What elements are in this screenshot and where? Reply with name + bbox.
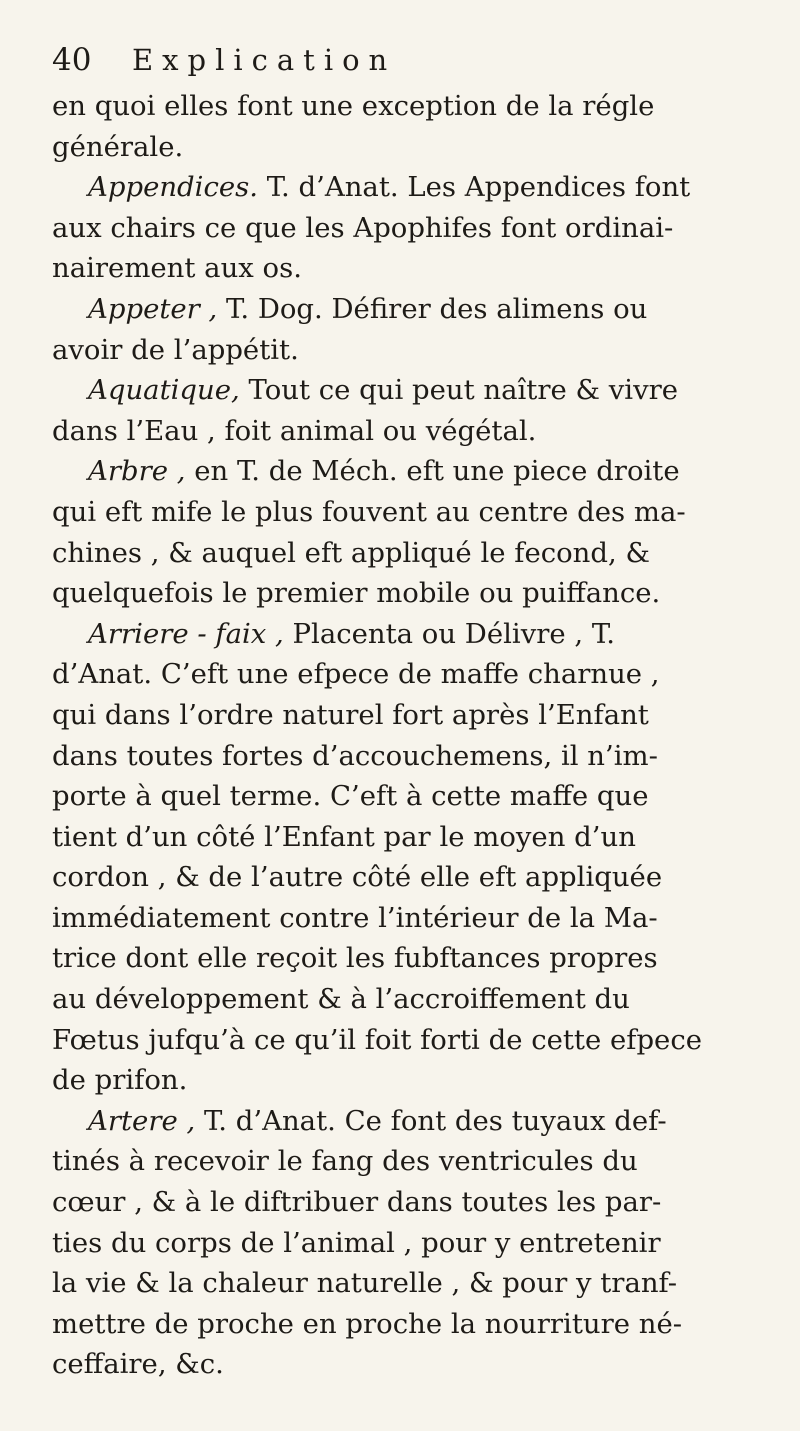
entry-line: [52, 289, 744, 330]
entry-line: [52, 1101, 744, 1142]
entry-text: nairement aux os.: [52, 252, 302, 285]
entry-text: aux chairs ce que les Apophifes font ordinai-: [52, 211, 674, 244]
entry-line: [52, 1182, 744, 1223]
entry-aquatique: [52, 370, 744, 451]
entry-text: Fœtus jufqu’à ce qu’il foit forti de cette efpece: [52, 1023, 703, 1056]
entry-line: [52, 938, 744, 979]
entry-term: Arbre ,: [88, 455, 186, 488]
entry-text: ties du corps de l’animal , pour y entretenir: [52, 1226, 661, 1259]
entry-line: [52, 451, 744, 492]
entry-artere: [52, 1101, 744, 1385]
entry-text: dans l’Eau , foit animal ou végétal.: [52, 414, 537, 447]
entry-term: Arriere - faix ,: [88, 617, 284, 650]
page-header: [52, 40, 744, 80]
entry-text: quelquefois le premier mobile ou puiffance.: [52, 577, 661, 610]
entry-text: cœur , & à le diftribuer dans toutes les par-: [52, 1186, 662, 1219]
entry-term: Aquatique,: [88, 374, 240, 407]
entry-line: [52, 127, 744, 168]
entry-text: chines , & auquel eft appliqué le fecond, &: [52, 536, 650, 569]
entry-line: [52, 330, 744, 371]
entry-text: trice dont elle reçoit les fubftances propres: [52, 942, 658, 975]
entry-text: en quoi elles font une exception de la régle: [52, 90, 655, 122]
entry-text: mettre de proche en proche la nourriture né-: [52, 1307, 683, 1340]
entry-text: cordon , & de l’autre côté elle eft appliquée: [52, 861, 663, 894]
entry-text: avoir de l’appétit.: [52, 333, 299, 366]
entry-line: [52, 1304, 744, 1345]
entry-text: dans toutes fortes d’accouchemens, il n’im-: [52, 739, 658, 772]
entry-text: la vie & la chaleur naturelle , & pour y tranf-: [52, 1267, 678, 1300]
entry-line: [52, 898, 744, 939]
entry-arriere-faix: [52, 614, 744, 1101]
entry-line: [52, 1060, 744, 1101]
entry-line: [52, 411, 744, 452]
entry-text: T. d’Anat. Les Appendices font: [257, 171, 691, 204]
entry-line: [52, 736, 744, 777]
entry-line: [52, 248, 744, 289]
entry-text: immédiatement contre l’intérieur de la Ma-: [52, 901, 658, 934]
entry-line: [52, 979, 744, 1020]
entry-line: [52, 857, 744, 898]
entry-line: [52, 370, 744, 411]
entry-line: [52, 573, 744, 614]
entry-appeter: [52, 289, 744, 370]
entry-line: [52, 1223, 744, 1264]
entry-continuation: [52, 86, 744, 167]
running-title: Explication: [132, 43, 397, 77]
entry-text: tinés à recevoir le fang des ventricules du: [52, 1145, 638, 1178]
entry-line: [52, 614, 744, 655]
entry-text: ceffaire, &c.: [52, 1348, 224, 1381]
entry-line: [52, 776, 744, 817]
entry-term: Artere ,: [88, 1104, 196, 1137]
entry-line: [52, 1344, 744, 1385]
entry-line: [52, 1141, 744, 1182]
entry-line: [52, 695, 744, 736]
entry-appendices: [52, 167, 744, 289]
entry-line: [52, 1020, 744, 1061]
entry-arbre: [52, 451, 744, 613]
entry-line: [52, 817, 744, 858]
entry-text: d’Anat. C’eft une efpece de maffe charnue ,: [52, 658, 660, 691]
entry-text: porte à quel terme. C’eft à cette maffe que: [52, 780, 649, 813]
entry-term: Appeter ,: [88, 292, 218, 325]
entry-text: Placenta ou Délivre , T.: [283, 617, 615, 650]
entry-line: [52, 533, 744, 574]
entry-text: T. Dog. Défirer des alimens ou: [217, 292, 648, 325]
entry-text: de prifon.: [52, 1064, 188, 1097]
entry-line: [52, 1263, 744, 1304]
entry-line: [52, 208, 744, 249]
entry-term: Appendices.: [88, 171, 258, 204]
entry-line: [52, 86, 744, 127]
entry-text: qui eft mife le plus fouvent au centre des ma-: [52, 495, 686, 528]
entry-text: tient d’un côté l’Enfant par le moyen d’un: [52, 820, 636, 853]
entry-text: générale.: [52, 130, 184, 163]
entry-text: Tout ce qui peut naître & vivre: [239, 374, 679, 407]
entry-text: au développement & à l’accroiffement du: [52, 983, 630, 1016]
entry-line: [52, 492, 744, 533]
page-number: 40: [52, 42, 92, 78]
entry-text: en T. de Méch. eft une piece droite: [185, 455, 680, 488]
entry-text: T. d’Anat. Ce font des tuyaux def-: [195, 1104, 667, 1137]
dictionary-entries: [52, 86, 744, 1385]
entry-line: [52, 654, 744, 695]
entry-line: [52, 167, 744, 208]
entry-text: qui dans l’ordre naturel fort après l’Enfant: [52, 698, 649, 731]
